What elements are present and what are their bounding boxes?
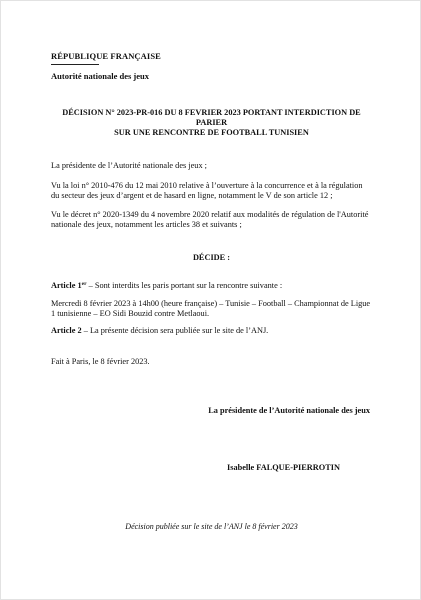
- preamble-text: La présidente de l’Autorité nationale des jeux ;: [51, 161, 207, 170]
- article-2: [51, 326, 376, 336]
- decision-title-line: PARIER: [195, 118, 228, 127]
- signature-role: La présidente de l’Autorité nationale des jeux: [208, 406, 370, 415]
- place-date-text: Fait à Paris, le 8 février 2023.: [51, 357, 150, 366]
- republic-heading: RÉPUBLIQUE FRANÇAISE: [51, 51, 161, 61]
- decision-title-line: SUR UNE RENCONTRE DE FOOTBALL TUNISIEN: [114, 128, 309, 137]
- match-text: Mercredi 8 février 2023 à 14h00 (heure française) – Tunisie – Football – Championnat de Ligue: [51, 299, 371, 308]
- place-date: [51, 357, 376, 367]
- preamble-text: nationale des jeux, notamment les articles 38 et suivants ;: [51, 220, 242, 229]
- match-text: 1 tunisienne – EO Sidi Bouzid contre Metlaoui.: [51, 309, 210, 318]
- preamble-text: Vu le décret n° 2020-1349 du 4 novembre 2020 relatif aux modalités de régulation de l'Autorité: [51, 210, 369, 219]
- article-2-text: – La présente décision sera publiée sur le site de l’ANJ.: [81, 326, 269, 335]
- article-1-text: – Sont interdits les paris portant sur la rencontre suivante :: [86, 281, 283, 290]
- header-divider: [51, 64, 99, 65]
- publication-note: Décision publiée sur le site de l’ANJ le 8 février 2023: [125, 522, 298, 531]
- decide-heading: DÉCIDE :: [192, 253, 231, 262]
- preamble-president: [51, 161, 376, 171]
- article-2-label: Article 2: [51, 326, 82, 335]
- decision-title-line: DÉCISION N° 2023-PR-016 DU 8 FEVRIER 2023 PORTANT INTERDICTION DE: [62, 108, 361, 117]
- article-1-label: Article 1er: [51, 281, 87, 290]
- match-details: [51, 299, 376, 319]
- signature-name: Isabelle FALQUE-PIERROTIN: [226, 463, 340, 472]
- preamble-text: Vu la loi n° 2010-476 du 12 mai 2010 relative à l’ouverture à la concurrence et à la régulation: [51, 181, 363, 190]
- article-1: [51, 281, 376, 291]
- preamble-law: [51, 181, 376, 201]
- preamble-decree: [51, 210, 376, 230]
- preamble-text: du secteur des jeux d’argent et de hasard en ligne, notamment le V de son article 12 ;: [51, 191, 333, 200]
- decision-title: [51, 108, 372, 138]
- authority-heading: Autorité nationale des jeux: [51, 71, 149, 81]
